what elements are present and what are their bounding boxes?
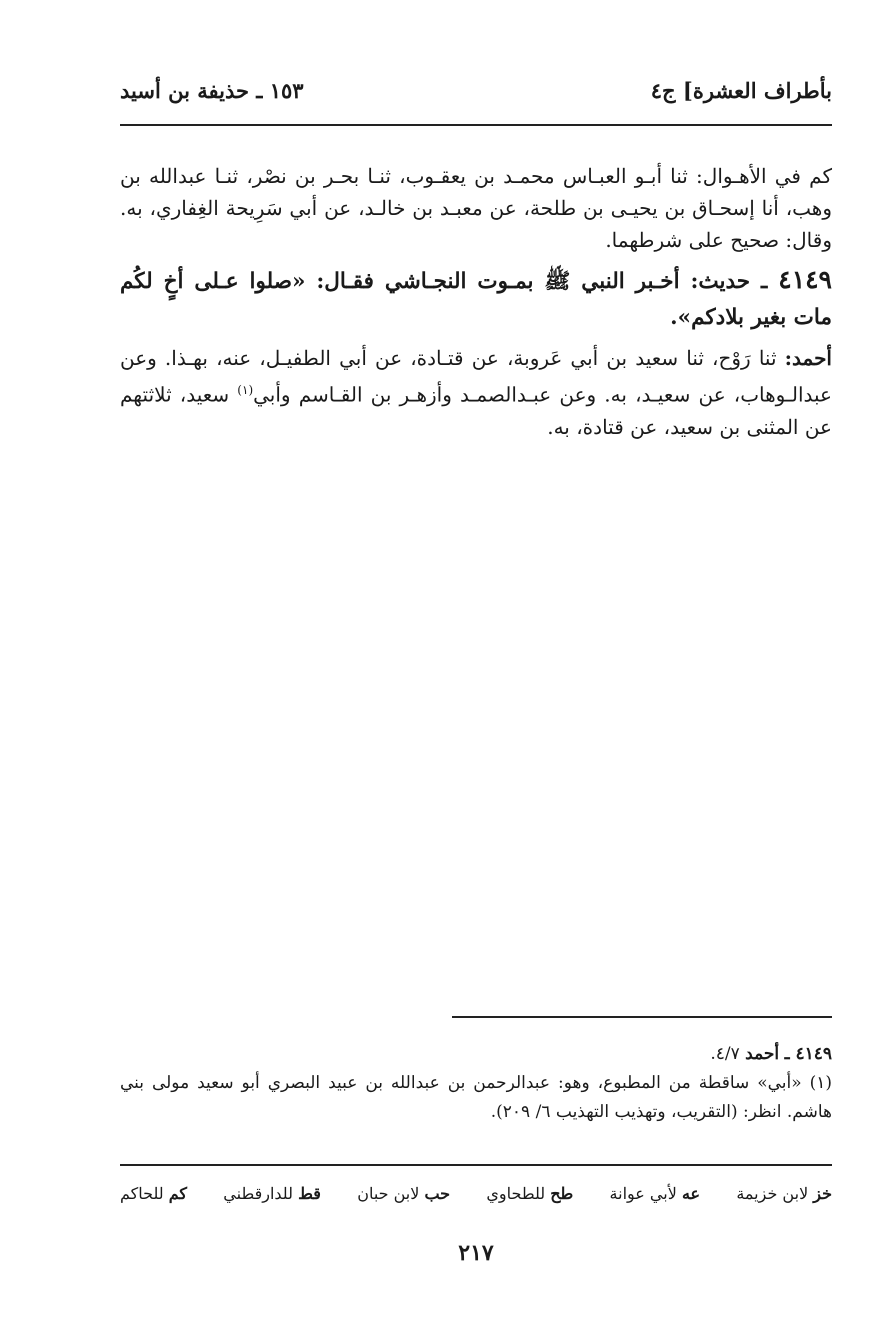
header-rule [120, 124, 832, 126]
abbr-item: كم للحاكم [120, 1184, 187, 1203]
hadith-text: ـ حديث: أخـبر النبي ﷺ بمـوت النجـاشي فقـال: «صلوا عـلى أخٍ لكُم مات بغير بلادكم». [120, 269, 832, 330]
page-number: ٢١٧ [458, 1240, 494, 1266]
abbreviations-rule [120, 1164, 832, 1166]
header-section-title: ١٥٣ ـ حذيفة بن أسيد [120, 78, 304, 103]
footnote-rule [452, 1016, 832, 1018]
abbreviations-key [120, 1184, 832, 1203]
footnote-ref: (١) [237, 383, 254, 397]
footnote-hadith-number: ٤١٤٩ ـ [784, 1044, 832, 1064]
footnotes [120, 1040, 832, 1127]
footnote-note-1: (١) «أبي» ساقطة من المطبوع، وهو: عبدالرحمن بن عبدالله بن عبيد البصري أبو سعيد مولى بني هاشم. انظر: (التقريب، وتهذيب التهذيب ٦/ ٢٠٩). [120, 1073, 832, 1122]
chain-text-a: ثنا رَوْح، ثنا سعيد بن أبي عَروبة، عن قتـادة، عن أبي الطفيـل، عنه، بهـذا. وعن عبدالـوهاب، عن سعيـد، به. وعن عبـدالصمـد وأزهـر بن القـاسم وأبي [120, 346, 832, 407]
abbr-item: طح للطحاوي [486, 1184, 574, 1203]
book-page [120, 0, 832, 1337]
header-book-title: بأطراف العشرة] ج٤ [650, 78, 832, 103]
hadith-number: ٤١٤٩ [778, 265, 832, 294]
abbr-item: حب لابن حبان [357, 1184, 451, 1203]
hadith-entry [120, 262, 832, 336]
running-header [120, 78, 832, 112]
abbr-item: عه لأبي عوانة [609, 1184, 701, 1203]
source-label: أحمد: [784, 346, 832, 370]
paragraph-chains [120, 342, 832, 443]
footnote-source: أحمد [745, 1044, 780, 1064]
main-text [120, 160, 832, 449]
chain-text-b: سعيد، ثلاثتهم عن المثنى بن سعيد، عن قتادة، به. [120, 382, 832, 439]
paragraph-continuation: كم في الأهـوال: ثنا أبـو العبـاس محمـد بن يعقـوب، ثنـا بحـر بن نصْر، ثنـا عبدالله بن وهب، أنا إسحـاق بن يحيـى بن طلحة، عن معبـد بن خالـد، عن أبي سَرِيحة الغِفاري، به. وقال: صحيح على شرطهما. [120, 164, 832, 252]
abbr-item: خز لابن خزيمة [736, 1184, 832, 1203]
abbr-item: قط للدارقطني [223, 1184, 321, 1203]
footnote-reference: ٤/٧. [710, 1044, 740, 1064]
footnote-line-1 [120, 1040, 832, 1069]
